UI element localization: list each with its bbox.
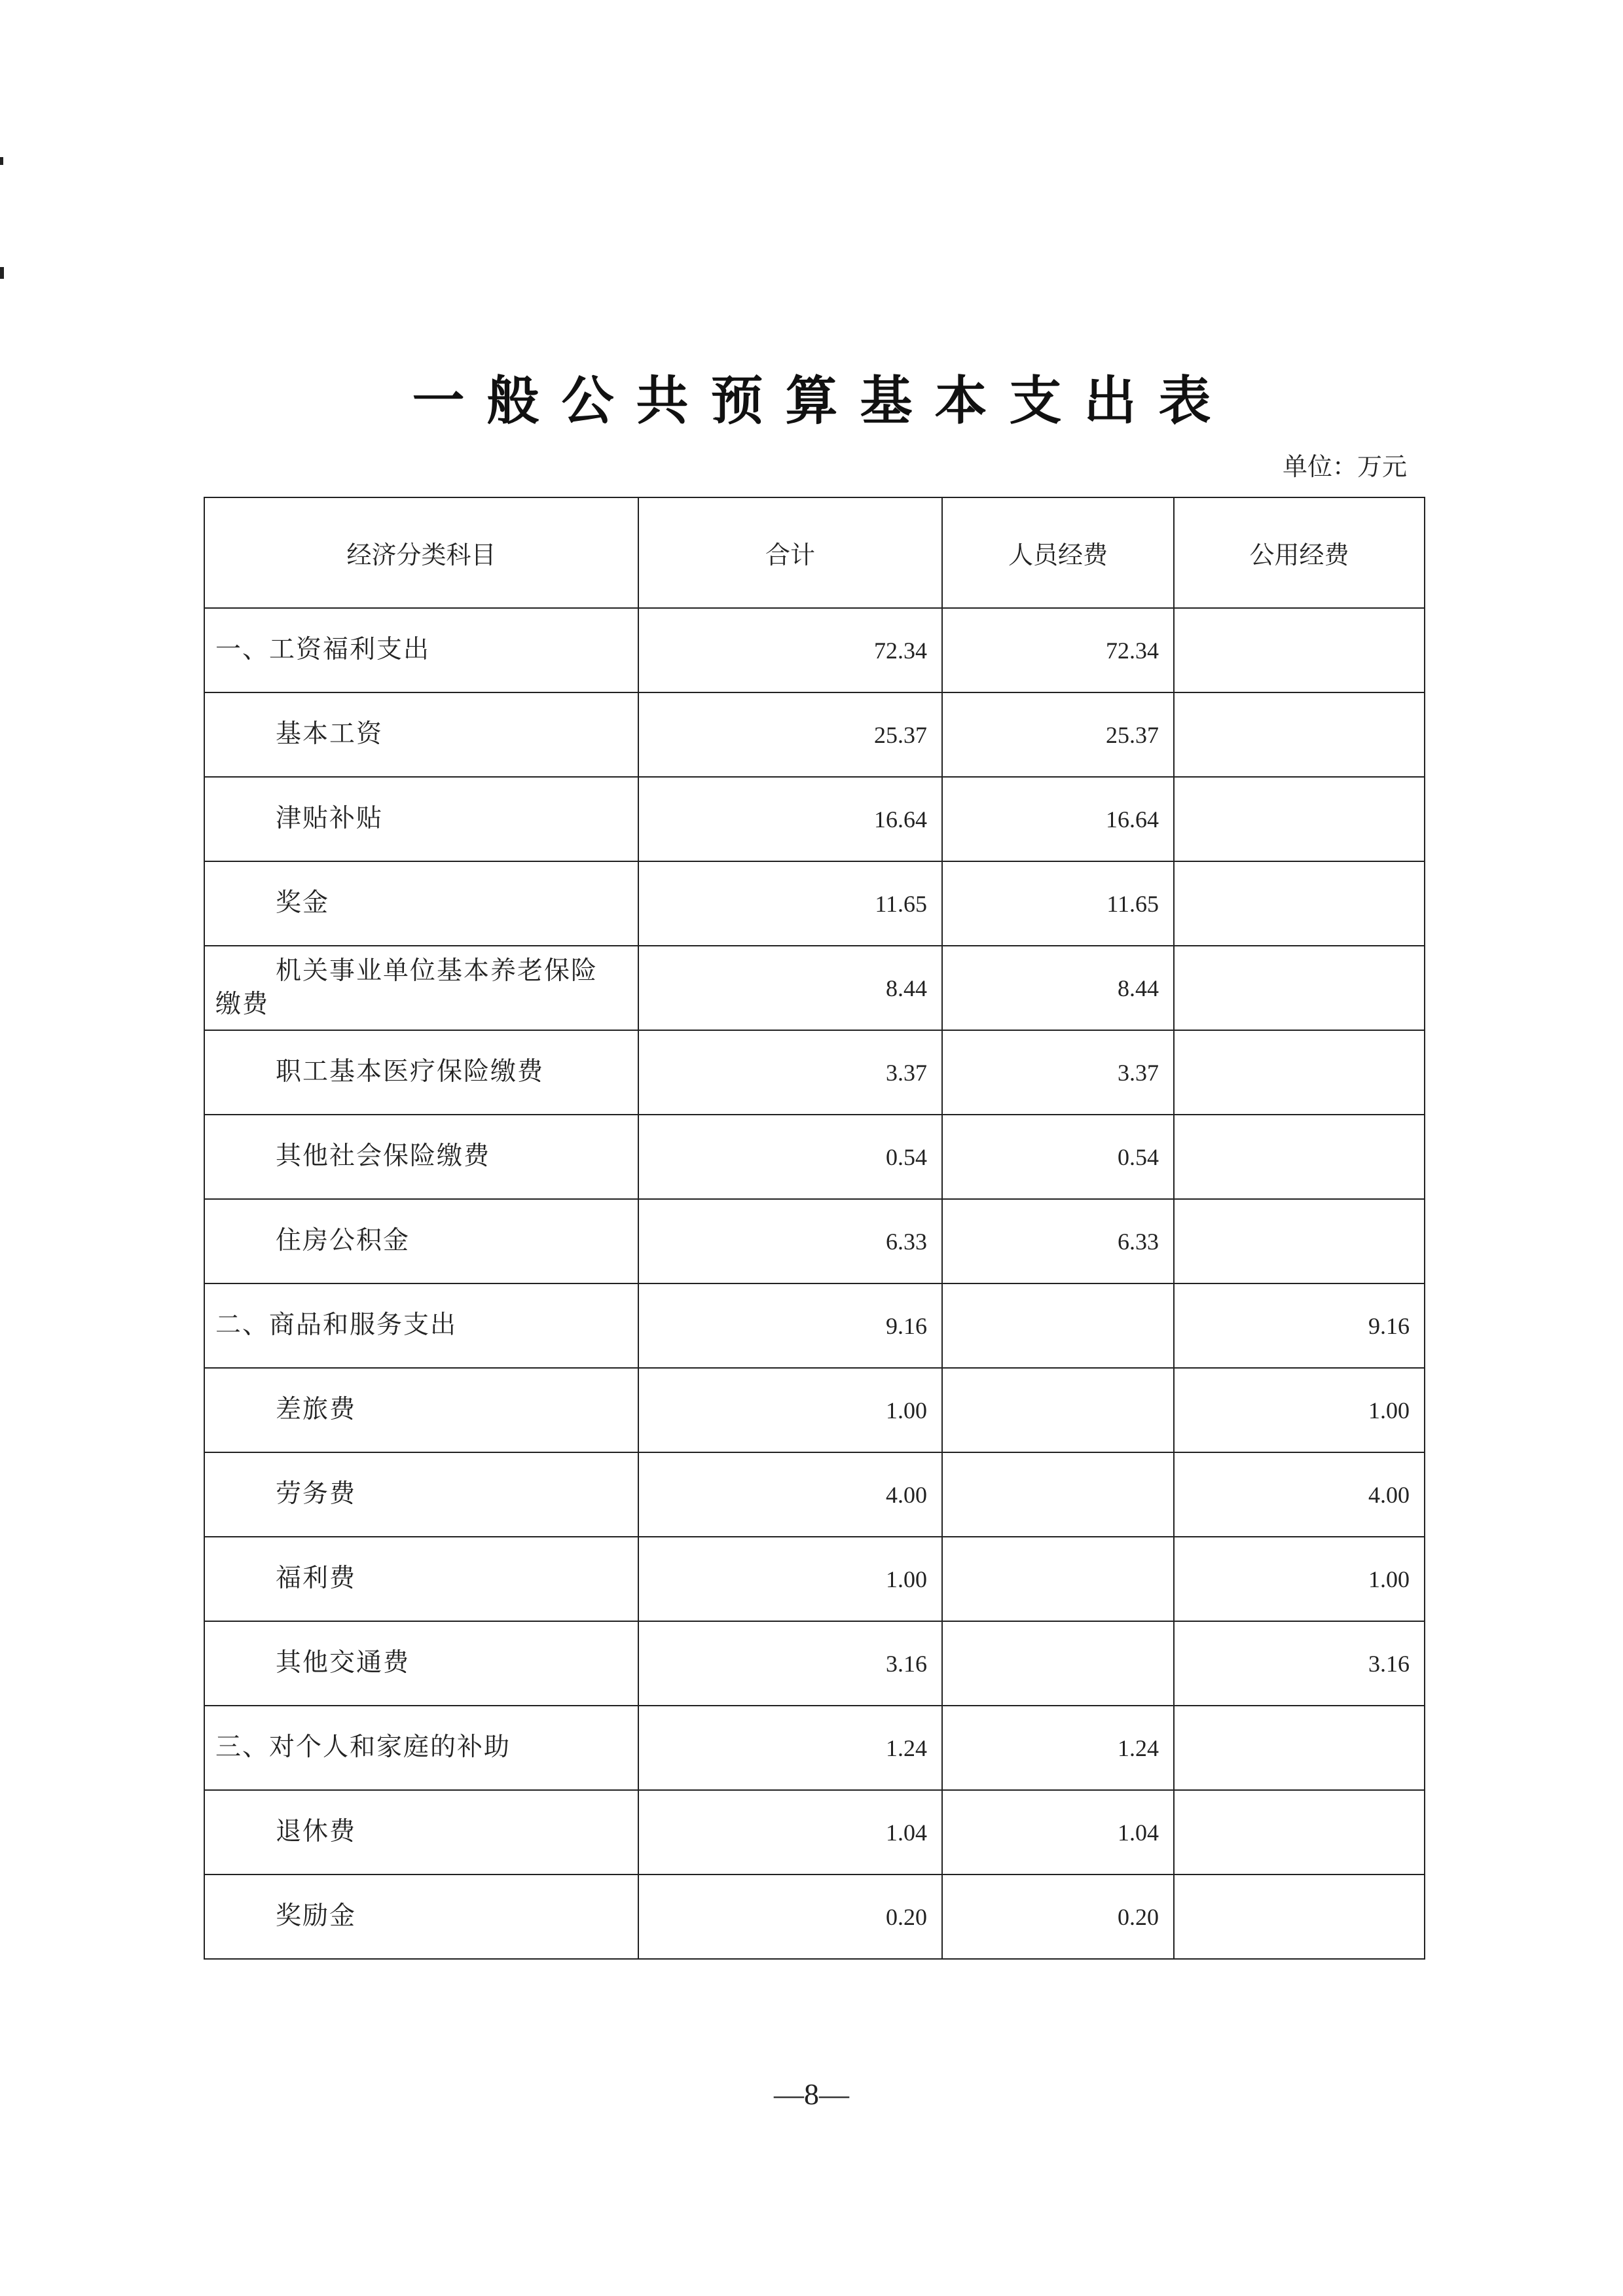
- public-cell: [1174, 777, 1425, 861]
- header-category: 经济分类科目: [204, 497, 638, 608]
- row-label: 退休费: [204, 1790, 638, 1874]
- total-cell: 1.04: [638, 1790, 942, 1874]
- row-label: 其他社会保险缴费: [204, 1115, 638, 1199]
- table-row: [204, 1199, 1425, 1283]
- page-number: —8—: [774, 2077, 849, 2111]
- row-label: 差旅费: [204, 1368, 638, 1452]
- personnel-cell: 6.33: [942, 1199, 1174, 1283]
- header-personnel: 人员经费: [942, 497, 1174, 608]
- public-cell: [1174, 1199, 1425, 1283]
- row-label: 机关事业单位基本养老保险缴费: [204, 946, 638, 1030]
- table-row: [204, 1537, 1425, 1621]
- row-label: 二、商品和服务支出: [204, 1283, 638, 1368]
- public-cell: [1174, 1115, 1425, 1199]
- personnel-cell: [942, 1368, 1174, 1452]
- public-cell: [1174, 1790, 1425, 1874]
- row-label: 住房公积金: [204, 1199, 638, 1283]
- total-cell: 9.16: [638, 1283, 942, 1368]
- public-cell: [1174, 608, 1425, 692]
- page-title: 一般公共预算基本支出表: [412, 370, 1233, 431]
- total-cell: 1.00: [638, 1537, 942, 1621]
- table-row: [204, 1030, 1425, 1115]
- personnel-cell: 0.20: [942, 1874, 1174, 1959]
- total-cell: 1.24: [638, 1706, 942, 1790]
- total-cell: 3.37: [638, 1030, 942, 1115]
- total-cell: 72.34: [638, 608, 942, 692]
- header-row: [204, 497, 1425, 608]
- personnel-cell: [942, 1537, 1174, 1621]
- header-public: 公用经费: [1174, 497, 1425, 608]
- personnel-cell: [942, 1621, 1174, 1706]
- budget-table: [204, 497, 1425, 1960]
- row-label: 福利费: [204, 1537, 638, 1621]
- header-total: 合计: [638, 497, 942, 608]
- public-cell: 3.16: [1174, 1621, 1425, 1706]
- total-cell: 11.65: [638, 861, 942, 946]
- personnel-cell: [942, 1452, 1174, 1537]
- public-cell: 1.00: [1174, 1368, 1425, 1452]
- personnel-cell: [942, 1283, 1174, 1368]
- personnel-cell: 1.04: [942, 1790, 1174, 1874]
- table-row: [204, 1115, 1425, 1199]
- table-row: [204, 946, 1425, 1030]
- total-cell: 16.64: [638, 777, 942, 861]
- public-cell: 1.00: [1174, 1537, 1425, 1621]
- total-cell: 4.00: [638, 1452, 942, 1537]
- total-cell: 0.54: [638, 1115, 942, 1199]
- total-cell: 1.00: [638, 1368, 942, 1452]
- public-cell: [1174, 692, 1425, 777]
- personnel-cell: 8.44: [942, 946, 1174, 1030]
- table-row: [204, 1621, 1425, 1706]
- personnel-cell: 16.64: [942, 777, 1174, 861]
- table-row: [204, 861, 1425, 946]
- personnel-cell: 72.34: [942, 608, 1174, 692]
- personnel-cell: 3.37: [942, 1030, 1174, 1115]
- table-row: [204, 1283, 1425, 1368]
- table-row: [204, 692, 1425, 777]
- public-cell: 4.00: [1174, 1452, 1425, 1537]
- row-label: 职工基本医疗保险缴费: [204, 1030, 638, 1115]
- total-cell: 3.16: [638, 1621, 942, 1706]
- table-row: [204, 1452, 1425, 1537]
- table-row: [204, 1874, 1425, 1959]
- table-row: [204, 777, 1425, 861]
- row-label: 劳务费: [204, 1452, 638, 1537]
- public-cell: 9.16: [1174, 1283, 1425, 1368]
- table-row: [204, 1790, 1425, 1874]
- scan-mark: [0, 267, 4, 279]
- row-label: 基本工资: [204, 692, 638, 777]
- table-row: [204, 608, 1425, 692]
- personnel-cell: 25.37: [942, 692, 1174, 777]
- row-label: 一、工资福利支出: [204, 608, 638, 692]
- unit-label: 单位：万元: [1282, 454, 1407, 481]
- total-cell: 6.33: [638, 1199, 942, 1283]
- row-label: 三、对个人和家庭的补助: [204, 1706, 638, 1790]
- personnel-cell: 0.54: [942, 1115, 1174, 1199]
- total-cell: 0.20: [638, 1874, 942, 1959]
- personnel-cell: 11.65: [942, 861, 1174, 946]
- total-cell: 25.37: [638, 692, 942, 777]
- public-cell: [1174, 1874, 1425, 1959]
- public-cell: [1174, 1030, 1425, 1115]
- total-cell: 8.44: [638, 946, 942, 1030]
- personnel-cell: 1.24: [942, 1706, 1174, 1790]
- row-label: 津贴补贴: [204, 777, 638, 861]
- table-row: [204, 1706, 1425, 1790]
- public-cell: [1174, 946, 1425, 1030]
- scan-mark: [0, 157, 3, 165]
- row-label: 其他交通费: [204, 1621, 638, 1706]
- table-row: [204, 1368, 1425, 1452]
- row-label: 奖金: [204, 861, 638, 946]
- public-cell: [1174, 1706, 1425, 1790]
- row-label: 奖励金: [204, 1874, 638, 1959]
- public-cell: [1174, 861, 1425, 946]
